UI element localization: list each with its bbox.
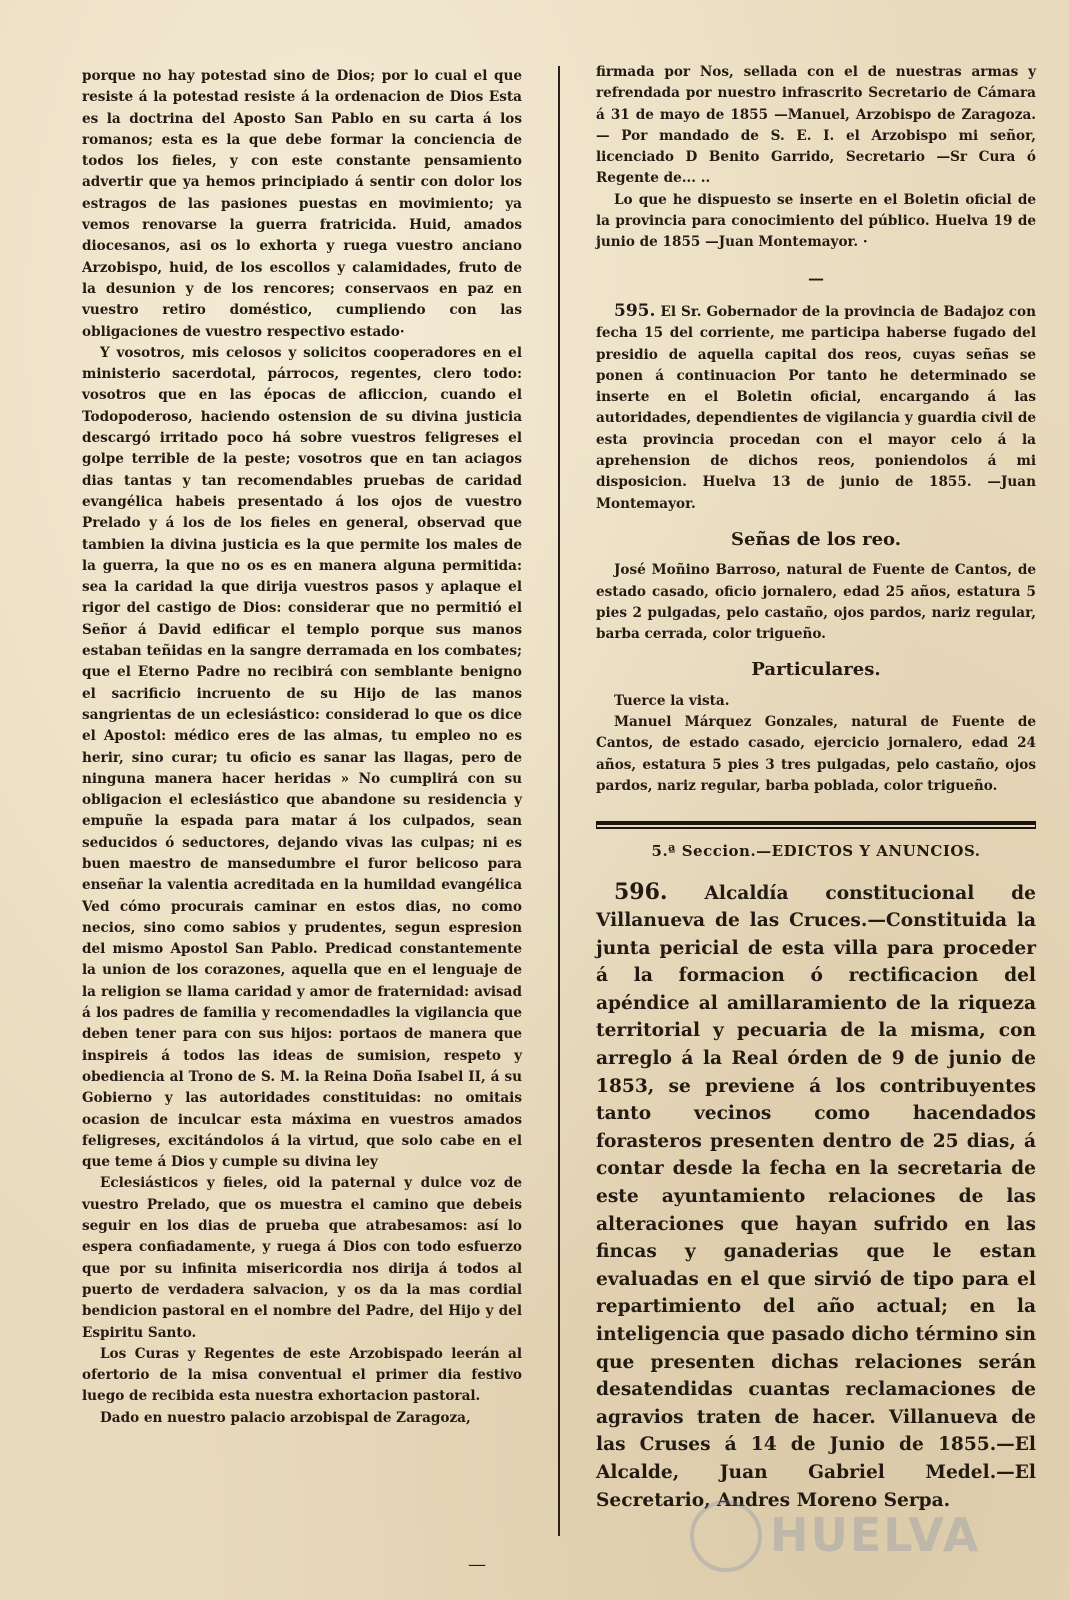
left-paragraph-2: Y vosotros, mis celosos y solicitos cooperadores en el ministerio sacerdotal, párrocos, regentes, clero todo: vosotros que en las épocas de afliccion, cuando el Todopoderoso, haciendo ostension de su divina justicia descargó irritado poco há sobre vuestros feligreses el golpe terrible de la peste; vosotros que en tan aciagos dias tantas y tan recomendables pruebas de caridad evangélica habeis presentado á los ojos de vuestro Prelado y á los de los fieles en general, observad que tambien la divina justicia es la que permite los males de la guerra, la que no os es en manera alguna permitida: sea la caridad la que dirija vuestros pasos y aplaque el rigor del castigo de Dios: considerar que no permitió el Señor á David edificar el templo porque sus manos estaban teñidas en la sangre derramada en los combates; que el Eterno Padre no recibirá con semblante benigno el sacrificio incruento de su Hijo de las manos sangrientas de un eclesiástico: considerad lo que os dice el Apostol: médico eres de las almas, tu empleo no es herir, sino curar; tu oficio es sanar las llagas, pero de ninguna manera hacer heridas » No cumplirá con su obligacion el eclesiástico que abandone su residencia y empuñe la espada para matar á los culpados, sean seducidos ó seductores, dejando vivas las culpas; ni es buen maestro de mansedumbre el furor belicoso para enseñar la valentia acreditada en la humildad evangélica Ved cómo procurais caminar en estos dias, no como necios, sino como sabios y prudentes, segun espresion del mismo Apostol San Pablo. Predicad constantemente la union de los corazones, aquella que en el lenguaje de la religion se llama caridad y amor de fraternidad: avisad á los padres de familia y recomendadles la vigilancia que deben tener para con sus hijos: portaos de manera que inspireis á todos las ideas de sumision, respeto y obediencia al Trono de S. M. la Reina Doña Isabel II, á su Gobierno y las autoridades constituidas: no omitais ocasion de inculcar esta máxima en vuestros amados feligreses, excitándolos á la virtud, que solo cabe en el que teme á Dios y cumple su divina ley (82, 344, 522, 1171)
watermark-seal-icon (690, 1500, 762, 1572)
column-divider (558, 66, 560, 1536)
left-column (82, 66, 522, 1429)
page-footer-mark: — (468, 1554, 486, 1575)
senas-heading: Señas de los reo. (730, 528, 902, 550)
left-paragraph-5: Dado en nuestro palacio arzobispal de Zaragoza, (100, 1409, 471, 1426)
right-intro-1: firmada por Nos, sellada con el de nuestras armas y refrendada por nuestro infrascrito Secretario de Cámara á 31 de mayo de 1855 —Manuel, Arzobispo de Zaragoza. — Por mandado de S. E. I. el Arzobispo mi señor, licenciado D Benito Garrido, Secretario —Sr Cura ó Regente de... .. (596, 64, 1036, 187)
right-column (596, 62, 1036, 1514)
right-intro-2: Lo que he dispuesto se inserte en el Boletin oficial de la provincia para conocimiento del público. Huelva 19 de junio de 1855 —Juan Montemayor. · (596, 191, 1036, 251)
particulares-heading: Particulares. (751, 659, 881, 681)
left-paragraph-1: porque no hay potestad sino de Dios; por lo cual el que resiste á la potestad resiste á la ordenacion de Dios Esta es la doctrina del Aposto San Pablo en su carta á los romanos; esta es la que debe formar la conciencia de todos los fieles, y con este constante pensamiento advertir que ya hemos principiado á sentir con dolor los estragos de las pasiones puestas en movimiento; ya vemos renovarse la guerra fratricida. Huid, amados diocesanos, asi os lo exhorta y ruega vuestro anciano Arzobispo, huid, de los escollos y calamidades, fruto de la desunion y de los rencores; conservaos en paz en vuestro retiro doméstico, cumpliendo con las obligaciones de vuestro respectivo estado· (82, 68, 522, 340)
section-rule (596, 821, 1036, 825)
reo-1-description: José Moñino Barroso, natural de Fuente de Cantos, de estado casado, oficio jornalero, edad 25 años, estatura 5 pies 2 pulgadas, pelo castaño, ojos pardos, nariz regular, barba cerrada, color trigueño. (596, 562, 1036, 643)
notice-596 (596, 879, 1036, 1515)
notice-595-number: 595. (614, 300, 656, 321)
notice-596-number: 596. (614, 878, 668, 905)
reo-2-description: Manuel Márquez Gonzales, natural de Fuente de Cantos, de estado casado, ejercicio jornalero, edad 24 años, estatura 5 pies 3 tres pulgadas, pelo castaño, ojos pardos, nariz regular, barba poblada, color trigueño. (596, 714, 1036, 794)
separator-dash: — (808, 268, 824, 288)
watermark-logo: HUELVA (770, 1508, 981, 1562)
notice-595-text: El Sr. Gobernador de la provincia de Badajoz con fecha 15 del corriente, me participa haberse fugado del presidio de aquella capital dos reos, cuyas señas se ponen á continuacion Por tanto he determinado se inserte en el Boletin oficial, encargando á las autoridades, dependientes de vigilancia y guardia civil de esta provincia procedan con el mayor celo á la aprehension de dichos reos, poniendolos á mi disposicion. Huelva 13 de junio de 1855. —Juan Montemayor. (596, 303, 1036, 512)
section-heading: 5.ª Seccion.—EDICTOS Y ANUNCIOS. (651, 842, 981, 861)
particulares-text: Tuerce la vista. (614, 692, 730, 709)
notice-595 (596, 301, 1036, 515)
left-paragraph-3: Eclesiásticos y fieles, oid la paternal y dulce voz de vuestro Prelado, que os muestra el camino que debeis seguir en los dias de prueba que atrabesamos: así lo espera confiadamente, y ruega á Dios con todo esfuerzo que por su infinita misericordia nos dirija á todos al puerto de verdadera salvacion, y os da la mas cordial bendicion pastoral en el nombre del Padre, del Hijo y del Espiritu Santo. (82, 1175, 522, 1341)
notice-596-text: Alcaldía constitucional de Villanueva de las Cruces.—Constituida la junta pericial de esta villa para proceder á la formacion ó rectificacion del apéndice al amillaramiento de la riqueza territorial y pecuaria de la misma, con arreglo á la Real órden de 9 de junio de 1853, se previene á los contribuyentes tanto vecinos como hacendados forasteros presenten dentro de 25 dias, á contar desde la fecha en la secretaria de este ayuntamiento relaciones de las alteraciones que hayan sufrido en las fincas y ganaderias que le estan evaluadas en el que sirvió de tipo para el repartimiento del año actual; en la inteligencia que pasado dicho término sin que presenten dichas relaciones serán desatendidas cuantas reclamaciones de agravios traten de hacer. Villanueva de las Cruses á 14 de Junio de 1855.—El Alcalde, Juan Gabriel Medel.—El Secretario, Andres Moreno Serpa. (596, 882, 1036, 1511)
left-paragraph-4: Los Curas y Regentes de este Arzobispado leerán al ofertorio de la misa conventual el primer dia festivo luego de recibida esta nuestra exhortacion pastoral. (82, 1345, 522, 1405)
